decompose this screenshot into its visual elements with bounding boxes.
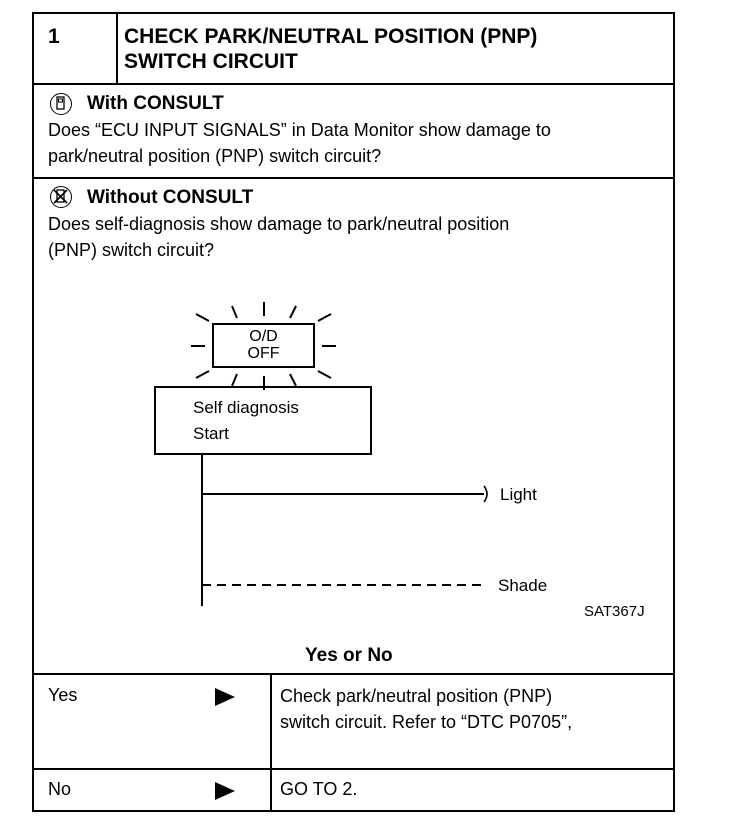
lamp-label-line1: O/D xyxy=(249,328,278,345)
light-label: Light xyxy=(500,485,537,504)
with-consult-heading: With CONSULT xyxy=(87,93,224,114)
step-title-line2: SWITCH CIRCUIT xyxy=(124,50,298,73)
yes-action-line1: Check park/neutral position (PNP) xyxy=(280,686,553,706)
yes-arrow-icon xyxy=(215,688,235,706)
yes-or-no-heading: Yes or No xyxy=(305,645,393,666)
no-arrow-icon xyxy=(215,782,235,800)
yes-action-line2: switch circuit. Refer to “DTC P0705”, xyxy=(280,712,573,732)
figure-id: SAT367J xyxy=(584,603,645,620)
step-number: 1 xyxy=(48,25,60,48)
no-action-line1: GO TO 2. xyxy=(280,779,358,799)
without-consult-heading: Without CONSULT xyxy=(87,187,254,208)
step-title-line1: CHECK PARK/NEUTRAL POSITION (PNP) xyxy=(124,25,538,48)
decision-top-rule xyxy=(32,673,675,675)
decision-mid-rule xyxy=(32,768,675,770)
light-line-hook xyxy=(484,486,487,502)
without-consult-question-line2: (PNP) switch circuit? xyxy=(48,240,215,260)
shade-label: Shade xyxy=(498,576,548,595)
lamp-label-line2: OFF xyxy=(247,345,280,362)
box-label-line1: Self diagnosis xyxy=(193,398,299,417)
answer-no: No xyxy=(48,779,72,799)
with-consult-question-line1: Does “ECU INPUT SIGNALS” in Data Monitor show damage to xyxy=(48,120,551,140)
decision-column-divider xyxy=(270,673,272,812)
with-consult-question-line2: park/neutral position (PNP) switch circuit? xyxy=(48,146,382,166)
answer-yes: Yes xyxy=(48,685,78,705)
box-label-line2: Start xyxy=(193,424,229,443)
without-consult-question-line1: Does self-diagnosis show damage to park/neutral position xyxy=(48,214,510,234)
